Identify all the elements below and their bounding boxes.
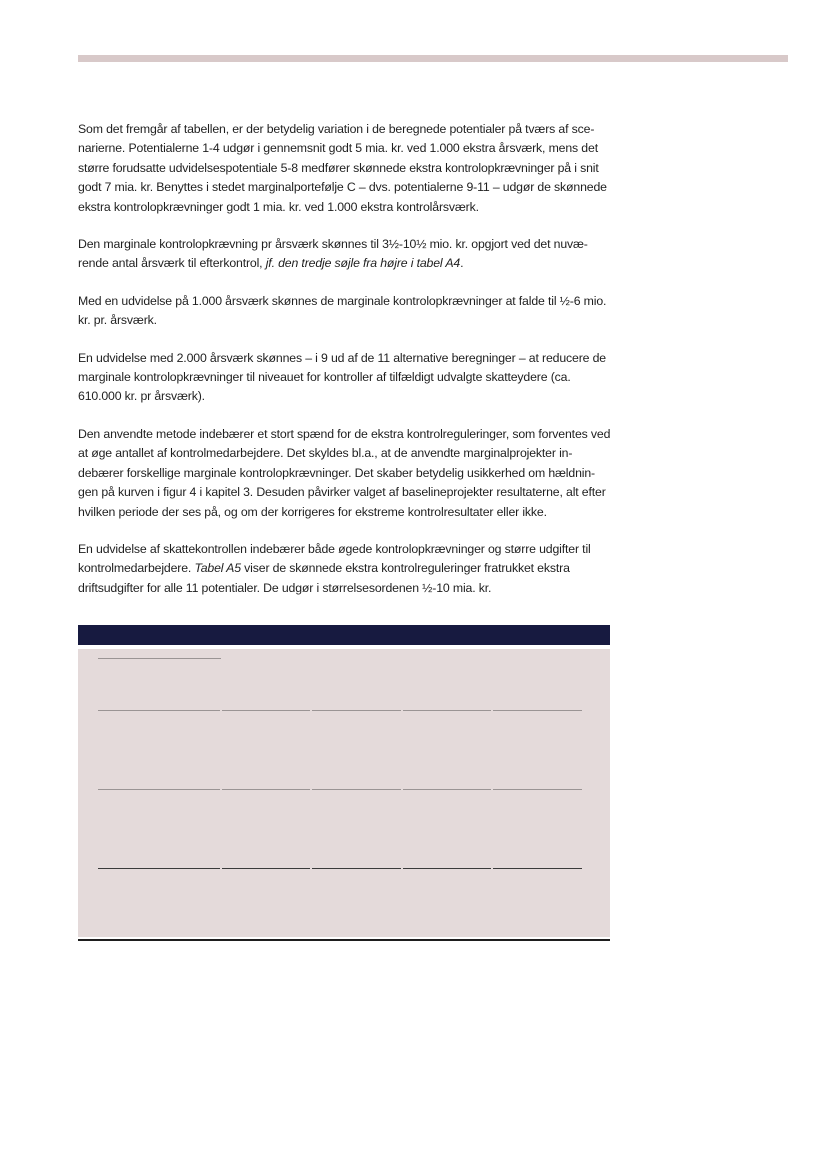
cell-gap [310, 710, 312, 711]
paragraph-1000-expansion [78, 292, 613, 331]
cell-gap [401, 789, 403, 790]
cell-gap [310, 868, 312, 869]
table-reference: jf. den tredje søjle fra højre i tabel A4 [265, 256, 461, 271]
cell-gap [220, 789, 222, 790]
table-row-divider [98, 710, 582, 711]
paragraph-text: Med en udvidelse på 1.000 årsværk skønnes de marginale kontrolopkrævninger at falde til ½-6 mio. kr. pr. årsværk. [78, 293, 607, 328]
page-header-rule [78, 55, 788, 62]
paragraph-text: Som det fremgår af tabellen, er der betydelig variation i de beregnede potentialer på tværs af sce-narierne. Potentialerne 1-4 udgør i gennemsnit godt 5 mia. kr. ved 1.000 ekstra årsværk, mens det større forudsatte udvidelsespotentiale 5-8 medfører skønnede ekstra kontrolopkrævninger på i snit godt 7 mia. kr. Benyttes i stedet marginalportefølje C – dvs. potentialerne 9-11 – udgør de skønnede ekstra kontrolopkrævninger godt 1 mia. kr. ved 1.000 ekstra kontrolårsværk. [78, 122, 607, 214]
cell-gap [491, 789, 493, 790]
table-reference: Tabel A5 [194, 561, 241, 576]
table-row-divider [98, 789, 582, 790]
table-row-divider [98, 868, 582, 869]
paragraph-text: En udvidelse med 2.000 årsværk skønnes – i 9 ud af de 11 alternative beregninger – at reducere de marginale kontrolopkrævninger til niveauet for kontroller af tilfældigt udvalgte skatteydere (ca. 610.000 kr. pr årsværk). [78, 350, 606, 404]
cell-gap [401, 868, 403, 869]
cell-gap [220, 710, 222, 711]
table-header-bar [78, 625, 610, 645]
paragraph-method [78, 425, 613, 522]
cell-gap [310, 789, 312, 790]
cell-gap [491, 710, 493, 711]
cell-gap [401, 710, 403, 711]
table-body [78, 649, 610, 937]
paragraph-marginal-collection [78, 235, 613, 274]
paragraph-expansion-costs [78, 540, 613, 598]
cell-gap [491, 868, 493, 869]
table-row-divider [98, 658, 221, 659]
table-bottom-rule [78, 939, 610, 941]
cell-gap [220, 868, 222, 869]
paragraph-text: Den anvendte metode indebærer et stort spænd for de ekstra kontrolreguleringer, som forventes ved at øge antallet af kontrolmedarbejdere. Det skyldes bl.a., at de anvendte marginalprojekter in-debærer forskellige marginale kontrolopkrævninger. Det skaber betydelig usikkerhed om hældnin-gen på kurven i figur 4 i kapitel 3. Desuden påvirker valget af baselineprojekter resultaterne, alt efter hvilken periode der ses på, og om der korrigeres for ekstreme kontrolresultater eller ikke. [78, 426, 611, 519]
paragraph-2000-expansion [78, 349, 613, 407]
paragraph-variation [78, 120, 613, 217]
table-a5 [78, 625, 610, 941]
document-body [78, 120, 613, 598]
paragraph-text: Den marginale kontrolopkrævning pr årsværk skønnes til 3½-10½ mio. kr. opgjort ved det nuvæ-rende antal årsværk til efterkontrol, [78, 237, 588, 271]
paragraph-text: En udvidelse af skattekontrollen indebærer både øgede kontrolopkrævninger og større udgifter til kontrolmedarbejdere. [78, 541, 591, 576]
paragraph-text: . [460, 256, 464, 271]
paragraph-text: viser de skønnede ekstra kontrolreguleringer fratrukket ekstra driftsudgifter for alle 11 potentialer. De udgør i størrelsesordenen ½-10 mia. kr. [78, 561, 570, 595]
